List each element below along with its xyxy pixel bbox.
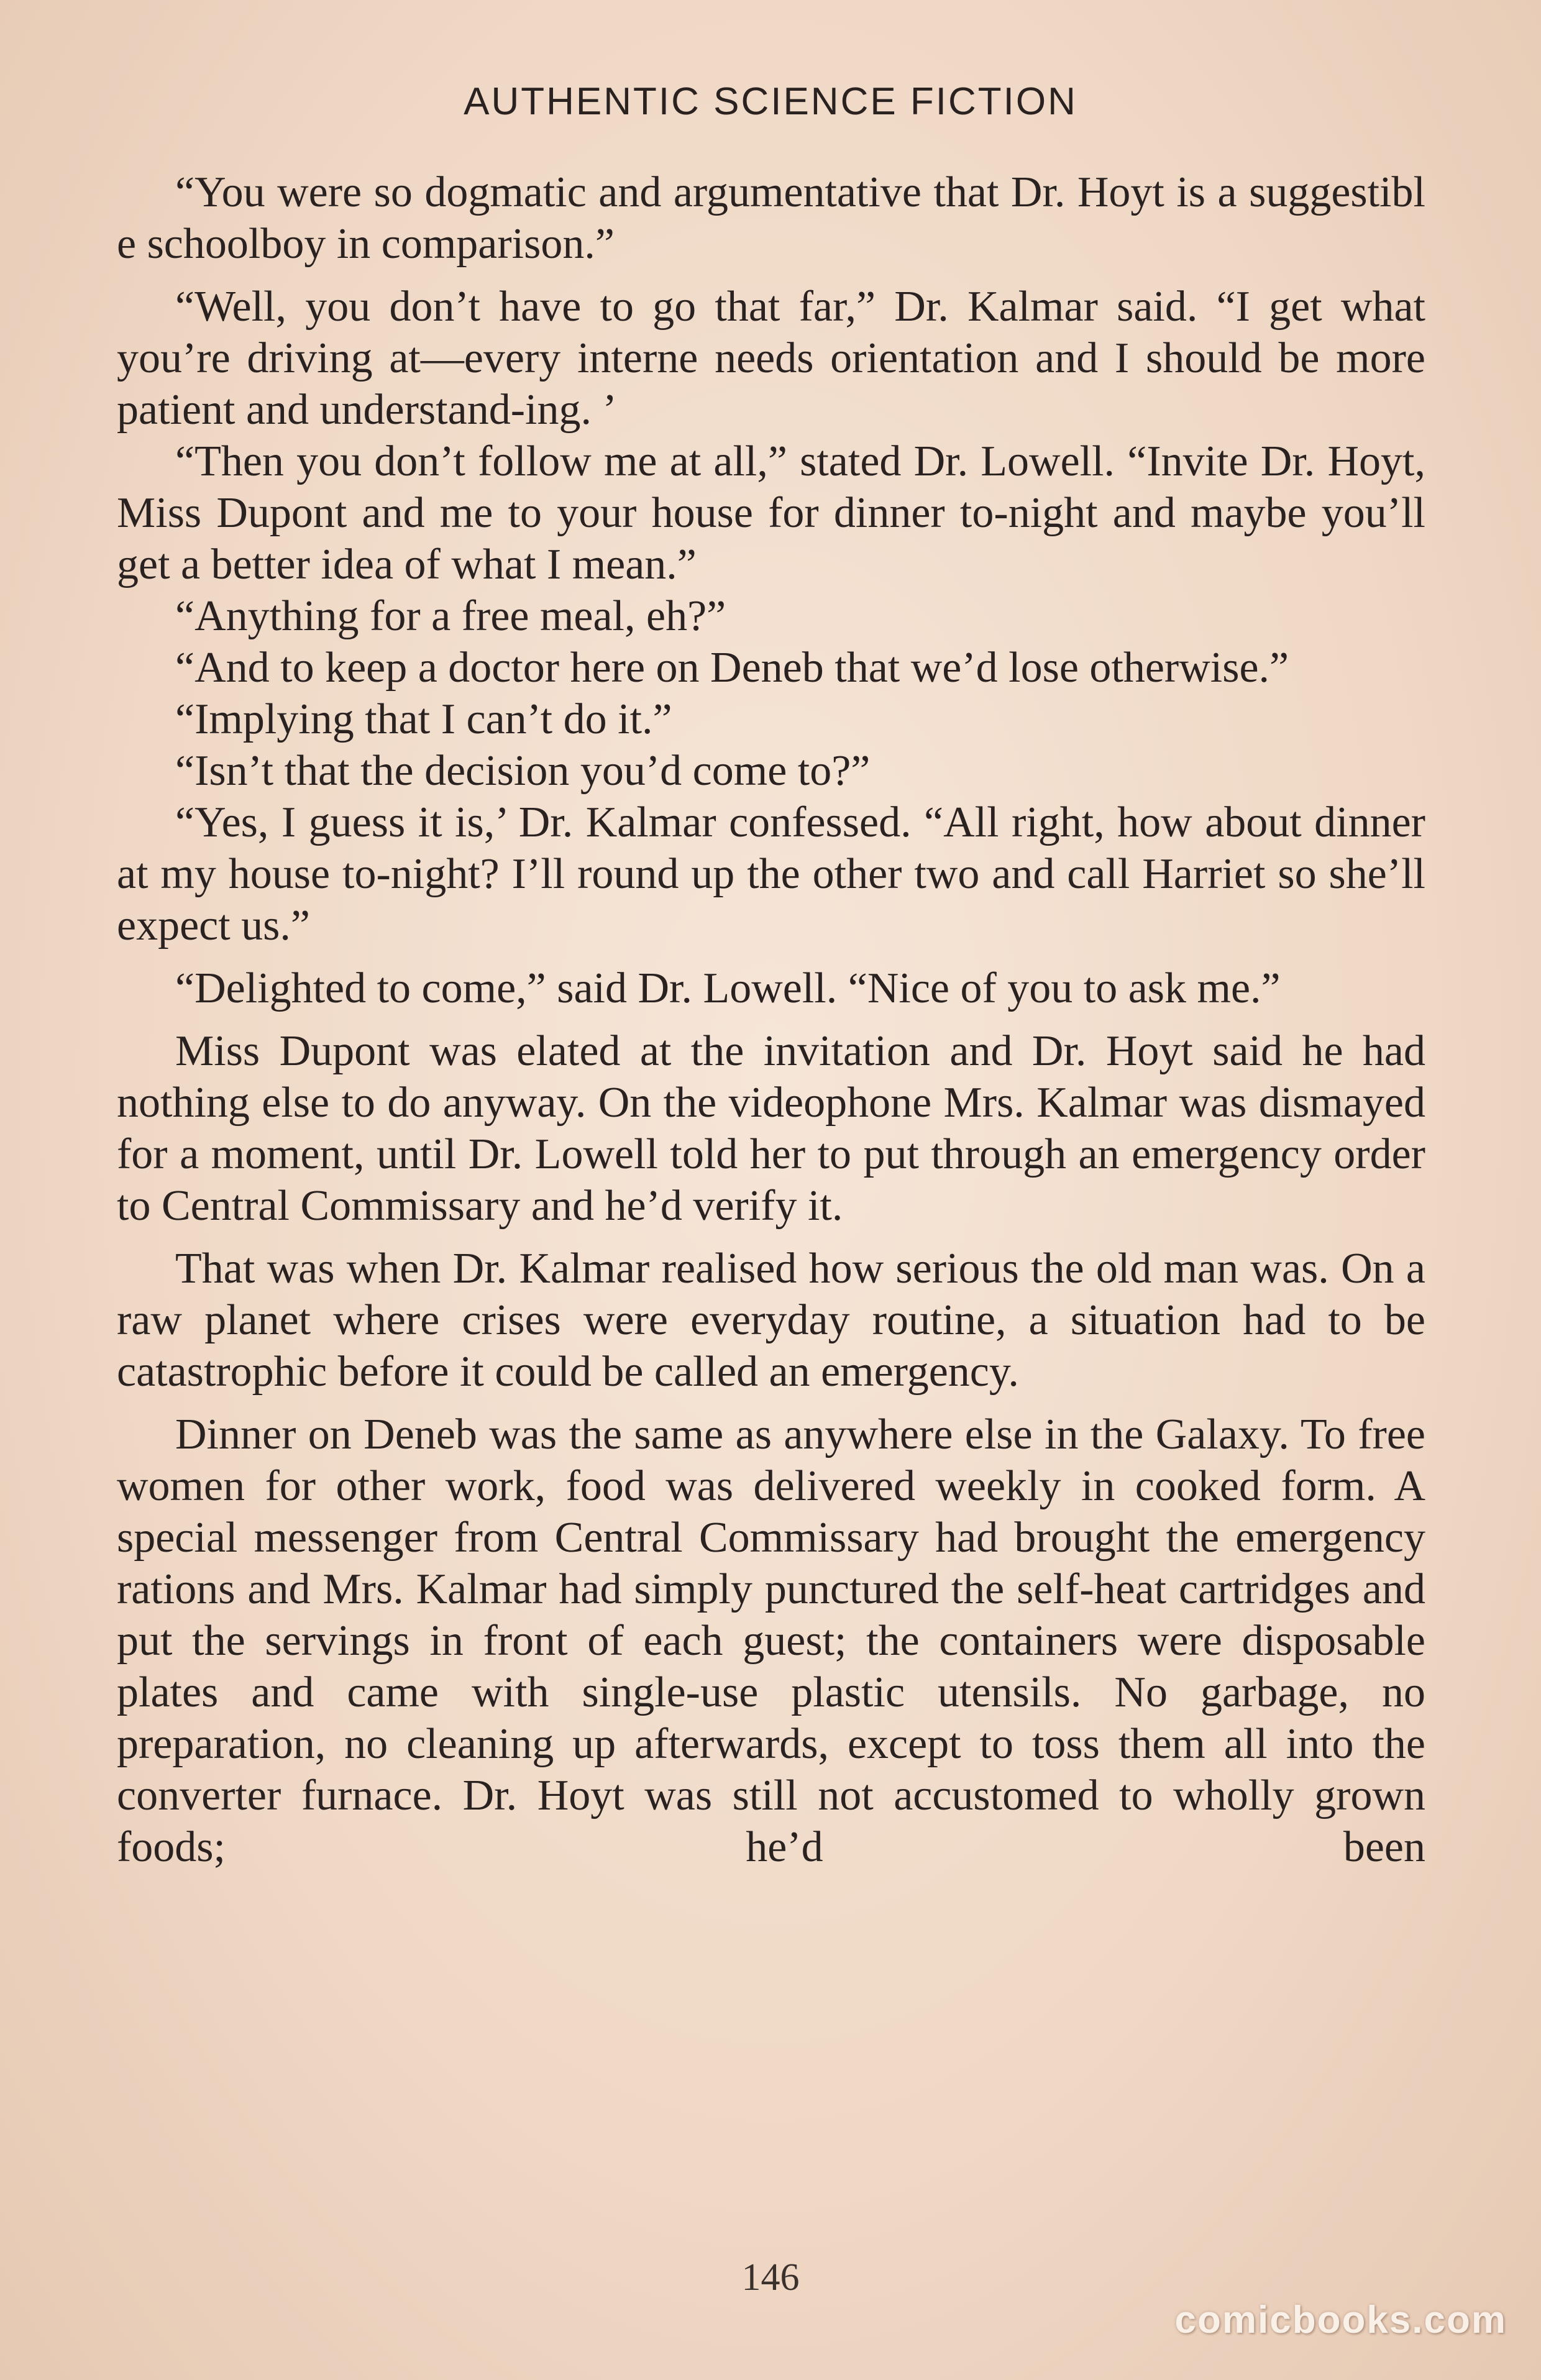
- paragraph: “And to keep a doctor here on Deneb that we’d lose otherwise.”: [175, 644, 1289, 692]
- paragraph: “Delighted to come,” said Dr. Lowell. “Nice of you to ask me.”: [175, 964, 1281, 1012]
- paragraph: “Implying that I can’t do it.”: [175, 695, 672, 743]
- body-text: [117, 167, 1425, 1873]
- page-number: 146: [741, 2256, 800, 2299]
- running-head: AUTHENTIC SCIENCE FICTION: [464, 80, 1077, 123]
- paragraph: “Anything for a free meal, eh?”: [175, 592, 726, 640]
- paragraph: “Then you don’t follow me at all,” stated Dr. Lowell. “Invite Dr. Hoyt, Miss Dupont and me to your house for dinner to-night and maybe you’ll get a better idea of what I mean.”: [117, 437, 1425, 588]
- paragraph: Miss Dupont was elated at the invitation and Dr. Hoyt said he had nothing else to do anyway. On the videophone Mrs. Kalmar was dismayed for a moment, until Dr. Lowell told her to put through an emergency order to Central Commissary and he’d verify it.: [117, 1027, 1425, 1230]
- paragraph: “You were so dogmatic and argumentative that Dr. Hoyt is a suggestibl e schoolboy in comparison.”: [117, 168, 1425, 268]
- paragraph: That was when Dr. Kalmar realised how serious the old man was. On a raw planet where crises were everyday routine, a situation had to be catastrophic before it could be called an emergency.: [117, 1245, 1425, 1396]
- paragraph: “Isn’t that the decision you’d come to?”: [175, 747, 871, 795]
- paragraph: “Well, you don’t have to go that far,” Dr. Kalmar said. “I get what you’re driving at—every interne needs orientation and I should be more patient and understand-ing. ’: [117, 283, 1425, 434]
- paragraph: Dinner on Deneb was the same as anywhere else in the Galaxy. To free women for other work, food was delivered weekly in cooked form. A special messenger from Central Commissary had brought the emergency rations and Mrs. Kalmar had simply punctured the self-heat cartridges and put the servings in front of each guest; the containers were disposable plates and came with single-use plastic utensils. No garbage, no preparation, no cleaning up afterwards, except to toss them all into the converter furnace. Dr. Hoyt was still not accustomed to wholly grown foods; he’d been: [117, 1411, 1425, 1871]
- watermark: comicbooks.com: [1174, 2299, 1507, 2341]
- paragraph: “Yes, I guess it is,’ Dr. Kalmar confessed. “All right, how about dinner at my house to-night? I’ll round up the other two and call Harriet so she’ll expect us.”: [117, 799, 1425, 950]
